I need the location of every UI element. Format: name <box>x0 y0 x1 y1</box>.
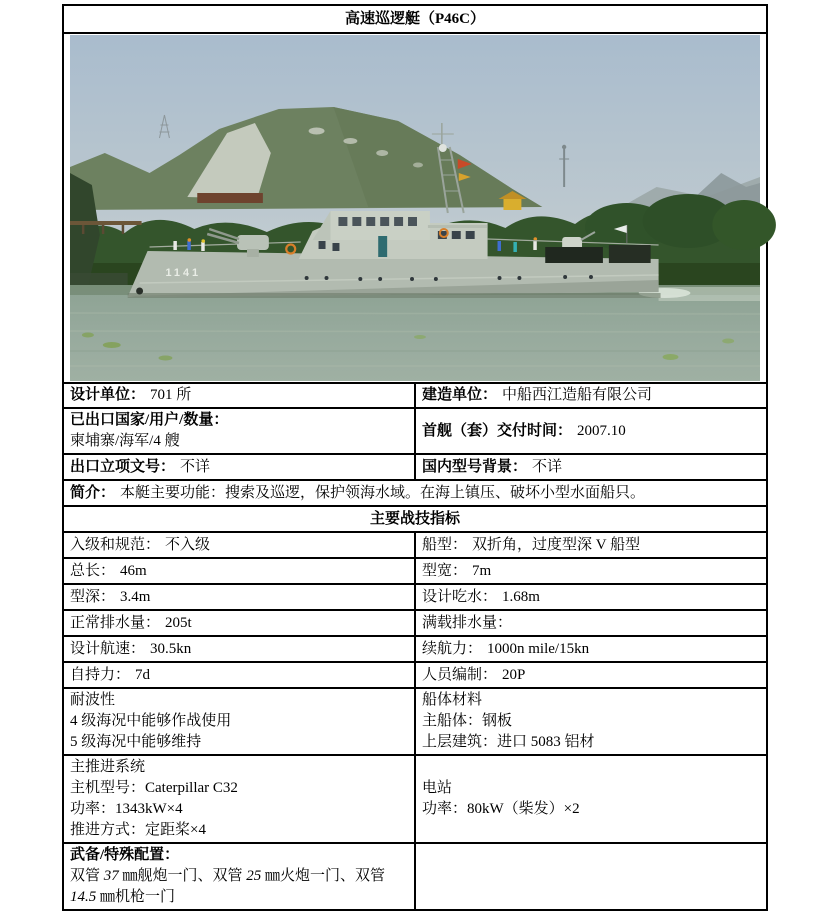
export-doc-label: 出口立项文号： <box>70 458 176 475</box>
export-value: 柬埔寨/海军/4 艘 <box>70 433 180 449</box>
cell-propulsion <box>63 755 415 843</box>
design-speed-value: 30.5kn <box>150 640 192 657</box>
photo-row <box>63 33 767 383</box>
power-station-line: 功率：80kW（柴发）×2 <box>422 801 580 817</box>
draft-label: 设计吃水： <box>422 588 498 605</box>
weapons-label: 武备/特殊配置： <box>70 847 180 863</box>
crew-value: 20P <box>502 666 526 683</box>
length-label: 总长： <box>70 562 116 579</box>
cell-autonomy <box>63 662 415 688</box>
weapons-seg: ㎜舰炮一门、双管 <box>118 868 247 884</box>
weapons-seg: 双管 <box>70 868 104 884</box>
row-brief <box>63 480 767 506</box>
cell-hull-material <box>415 688 767 755</box>
brief-text: 本艇主要功能：搜索及巡逻，保护领海水域。在海上镇压、破坏小型水面船只。 <box>120 484 646 501</box>
autonomy-value: 7d <box>135 666 151 683</box>
title-row <box>63 5 767 33</box>
export-doc-value: 不详 <box>180 458 211 475</box>
engine-power-line: 功率：1343kW×4 <box>70 801 183 817</box>
weapons-caliber-25: 25 <box>246 868 262 884</box>
row-propulsion-power <box>63 755 767 843</box>
row-displacement <box>63 610 767 636</box>
ship-type-label: 船型： <box>422 536 468 553</box>
endurance-range-label: 续航力： <box>422 640 483 657</box>
row-autonomy-crew <box>63 662 767 688</box>
propulsion-title: 主推进系统 <box>70 759 146 775</box>
ship-type-value: 双折角，过度型深 V 船型 <box>472 536 641 553</box>
seakeeping-line-3: 5 级海况中能够维持 <box>70 734 202 750</box>
row-section-header <box>63 506 767 532</box>
row-design-build <box>63 383 767 408</box>
weapons-caliber-14-5: 14.5 <box>70 889 97 905</box>
builder-label: 建造单位： <box>422 387 498 403</box>
photo-cell <box>63 33 767 383</box>
design-unit-value: 701 所 <box>150 387 192 403</box>
cell-export-doc <box>63 454 415 480</box>
cell-export <box>63 408 415 454</box>
depth-label: 型深： <box>70 588 116 605</box>
cell-ship-type <box>415 532 767 558</box>
cell-normal-displacement <box>63 610 415 636</box>
row-seakeeping-material <box>63 688 767 755</box>
row-weapons <box>63 843 767 910</box>
weapons-caliber-37: 37 <box>103 868 119 884</box>
row-depth-draft <box>63 584 767 610</box>
autonomy-label: 自持力： <box>70 666 131 683</box>
row-class-shiptype <box>63 532 767 558</box>
cell-endurance-range <box>415 636 767 662</box>
water <box>70 285 760 381</box>
cell-beam <box>415 558 767 584</box>
length-value: 46m <box>120 562 147 579</box>
cell-weapons <box>63 843 415 910</box>
draft-value: 1.68m <box>502 588 540 605</box>
weapons-seg: ㎜火炮一门、双管 <box>261 868 386 884</box>
full-displacement-label: 满载排水量： <box>422 614 513 631</box>
radar-dome <box>439 144 447 152</box>
document-page <box>0 4 830 905</box>
brief-label: 简介： <box>70 484 116 501</box>
cell-power-station <box>415 755 767 843</box>
hull-number: 1141 <box>165 266 202 280</box>
propulsion-type-line: 推进方式：定距桨×4 <box>70 822 206 838</box>
cell-length <box>63 558 415 584</box>
main-hull-line: 主船体：钢板 <box>422 713 513 729</box>
cell-builder <box>415 383 767 408</box>
hull-material-title: 船体材料 <box>422 692 483 708</box>
cell-crew <box>415 662 767 688</box>
cell-domestic-model <box>415 454 767 480</box>
bow-anchor <box>136 288 143 295</box>
normal-displacement-value: 205t <box>165 614 192 631</box>
patrol-boat-photo <box>70 35 760 381</box>
cell-design-unit <box>63 383 415 408</box>
design-unit-label: 设计单位： <box>70 387 146 403</box>
normal-displacement-label: 正常排水量： <box>70 614 161 631</box>
cell-first-delivery <box>415 408 767 454</box>
cell-draft <box>415 584 767 610</box>
domestic-model-value: 不详 <box>532 458 563 475</box>
beam-label: 型宽： <box>422 562 468 579</box>
row-length-beam <box>63 558 767 584</box>
design-speed-label: 设计航速： <box>70 640 146 657</box>
row-approval-background <box>63 454 767 480</box>
crew-label: 人员编制： <box>422 666 498 683</box>
section-header: 主要战技指标 <box>63 506 767 532</box>
floating-weed <box>103 342 121 348</box>
classification-label: 入级和规范： <box>70 536 161 553</box>
row-speed-range <box>63 636 767 662</box>
building-roof <box>197 193 263 203</box>
superstructure-line: 上层建筑：进口 5083 铝材 <box>422 734 595 750</box>
cell-weapons-right-empty <box>415 843 767 910</box>
seakeeping-line-2: 4 级海况中能够作战使用 <box>70 713 232 729</box>
classification-value: 不入级 <box>165 536 211 553</box>
weapons-seg: ㎜机枪一门 <box>96 889 176 905</box>
domestic-model-label: 国内型号背景： <box>422 458 528 475</box>
cell-design-speed <box>63 636 415 662</box>
cell-brief <box>63 480 767 506</box>
cell-full-displacement <box>415 610 767 636</box>
seakeeping-title: 耐波性 <box>70 692 116 708</box>
export-label: 已出口国家/用户/数量： <box>70 412 229 428</box>
depth-value: 3.4m <box>120 588 151 605</box>
power-station-title: 电站 <box>422 780 453 796</box>
cell-seakeeping <box>63 688 415 755</box>
spec-table <box>62 4 768 911</box>
engine-model-line: 主机型号：Caterpillar C32 <box>70 780 238 796</box>
beam-value: 7m <box>472 562 492 579</box>
endurance-range-value: 1000n mile/15kn <box>487 640 590 657</box>
builder-value: 中船西江造船有限公司 <box>502 387 653 403</box>
weapons-text <box>70 866 408 908</box>
row-export-delivery <box>63 408 767 454</box>
first-delivery-label: 首舰（套）交付时间： <box>422 422 573 439</box>
cell-depth <box>63 584 415 610</box>
cell-classification <box>63 532 415 558</box>
first-delivery-value: 2007.10 <box>577 422 626 439</box>
teal-door <box>378 236 387 257</box>
page-title: 高速巡逻艇（P46C） <box>63 5 767 33</box>
